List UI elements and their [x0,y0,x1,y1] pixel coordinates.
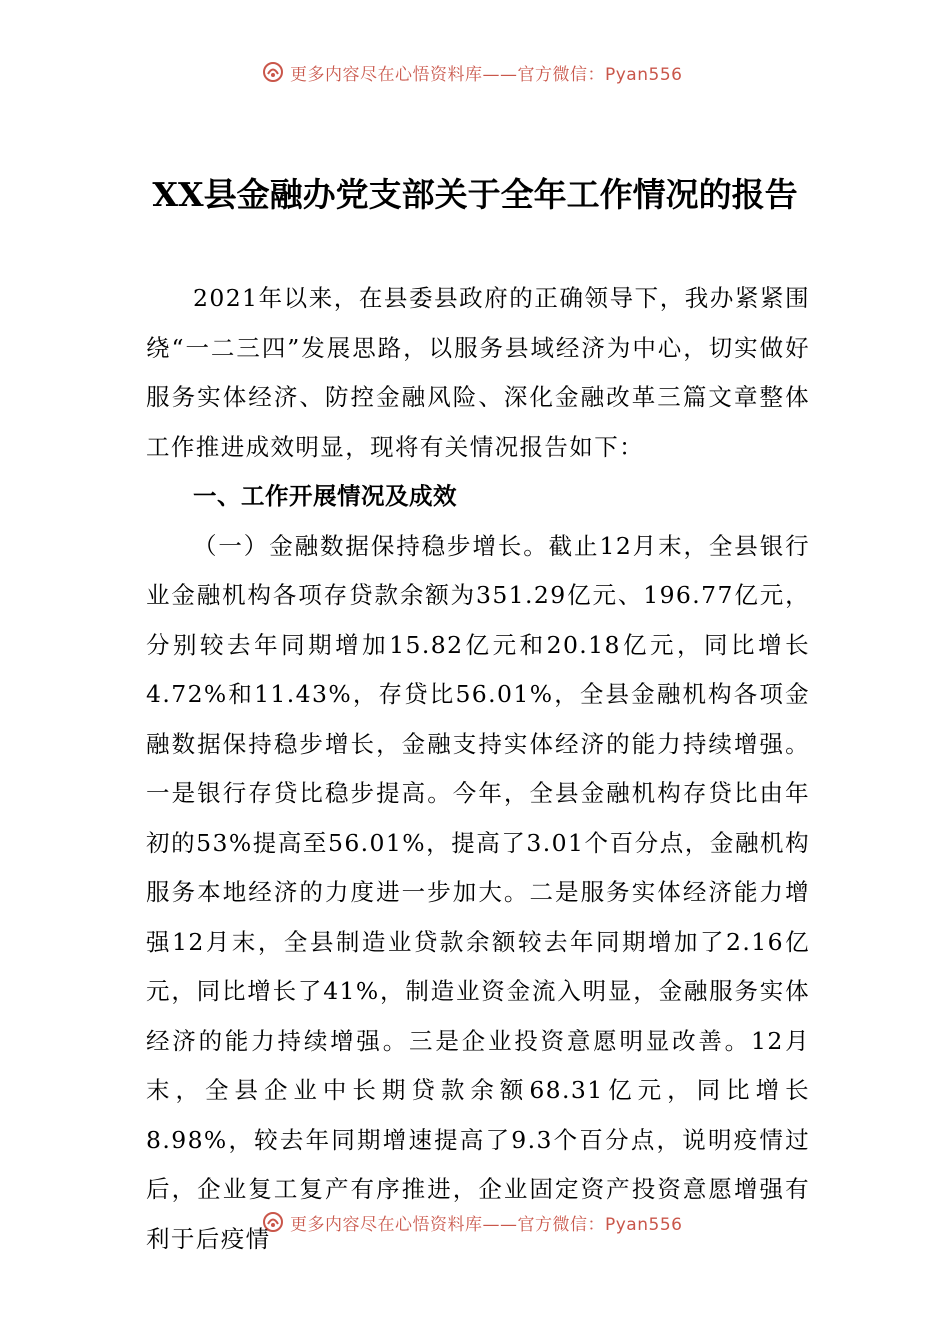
intro-paragraph: 2021年以来，在县委县政府的正确领导下，我办紧紧围绕“一二三四”发展思路，以服务县域经济为中心，切实做好服务实体经济、防控金融风险、深化金融改革三篇文章整体工作推进成效明显，现将有关情况报告如下： [146,284,810,461]
watermark-text: 更多内容尽在心悟资料库——官方微信：Pyan556 [290,64,683,85]
watermark-header [262,59,742,85]
document-title: XX县金融办党支部关于全年工作情况的报告 [152,175,798,214]
watermark-text: 更多内容尽在心悟资料库——官方微信：Pyan556 [290,1214,683,1235]
watermark-logo-icon [262,1211,284,1233]
watermark-logo-icon [262,61,284,83]
section-heading: 一、工作开展情况及成效 [193,482,457,510]
section-paragraph: （一）金融数据保持稳步增长。截止12月末，全县银行业金融机构各项存贷款余额为351.29亿元、196.77亿元，分别较去年同期增加15.82亿元和20.18亿元，同比增长4.72%和11.43%，存贷比56.01%，全县金融机构各项金融数据保持稳步增长，金融支持实体经济的能力持续增强。一是银行存贷比稳步提高。今年，全县金融机构存贷比由年初的53%提高至56.01%，提高了3.01个百分点，金融机构服务本地经济的力度进一步加大。二是服务实体经济能力增强12月末，全县制造业贷款余额较去年同期增加了2.16亿元，同比增长了41%，制造业资金流入明显，金融服务实体经济的能力持续增强。三是企业投资意愿明显改善。12月末，全县企业中长期贷款余额68.31亿元，同比增长8.98%，较去年同期增速提高了9.3个百分点，说明疫情过后，企业复工复产有序推进，企业固定资产投资意愿增强有利于后疫情 [146,531,810,1253]
document-body [146,274,810,1264]
watermark-footer [262,1209,742,1235]
